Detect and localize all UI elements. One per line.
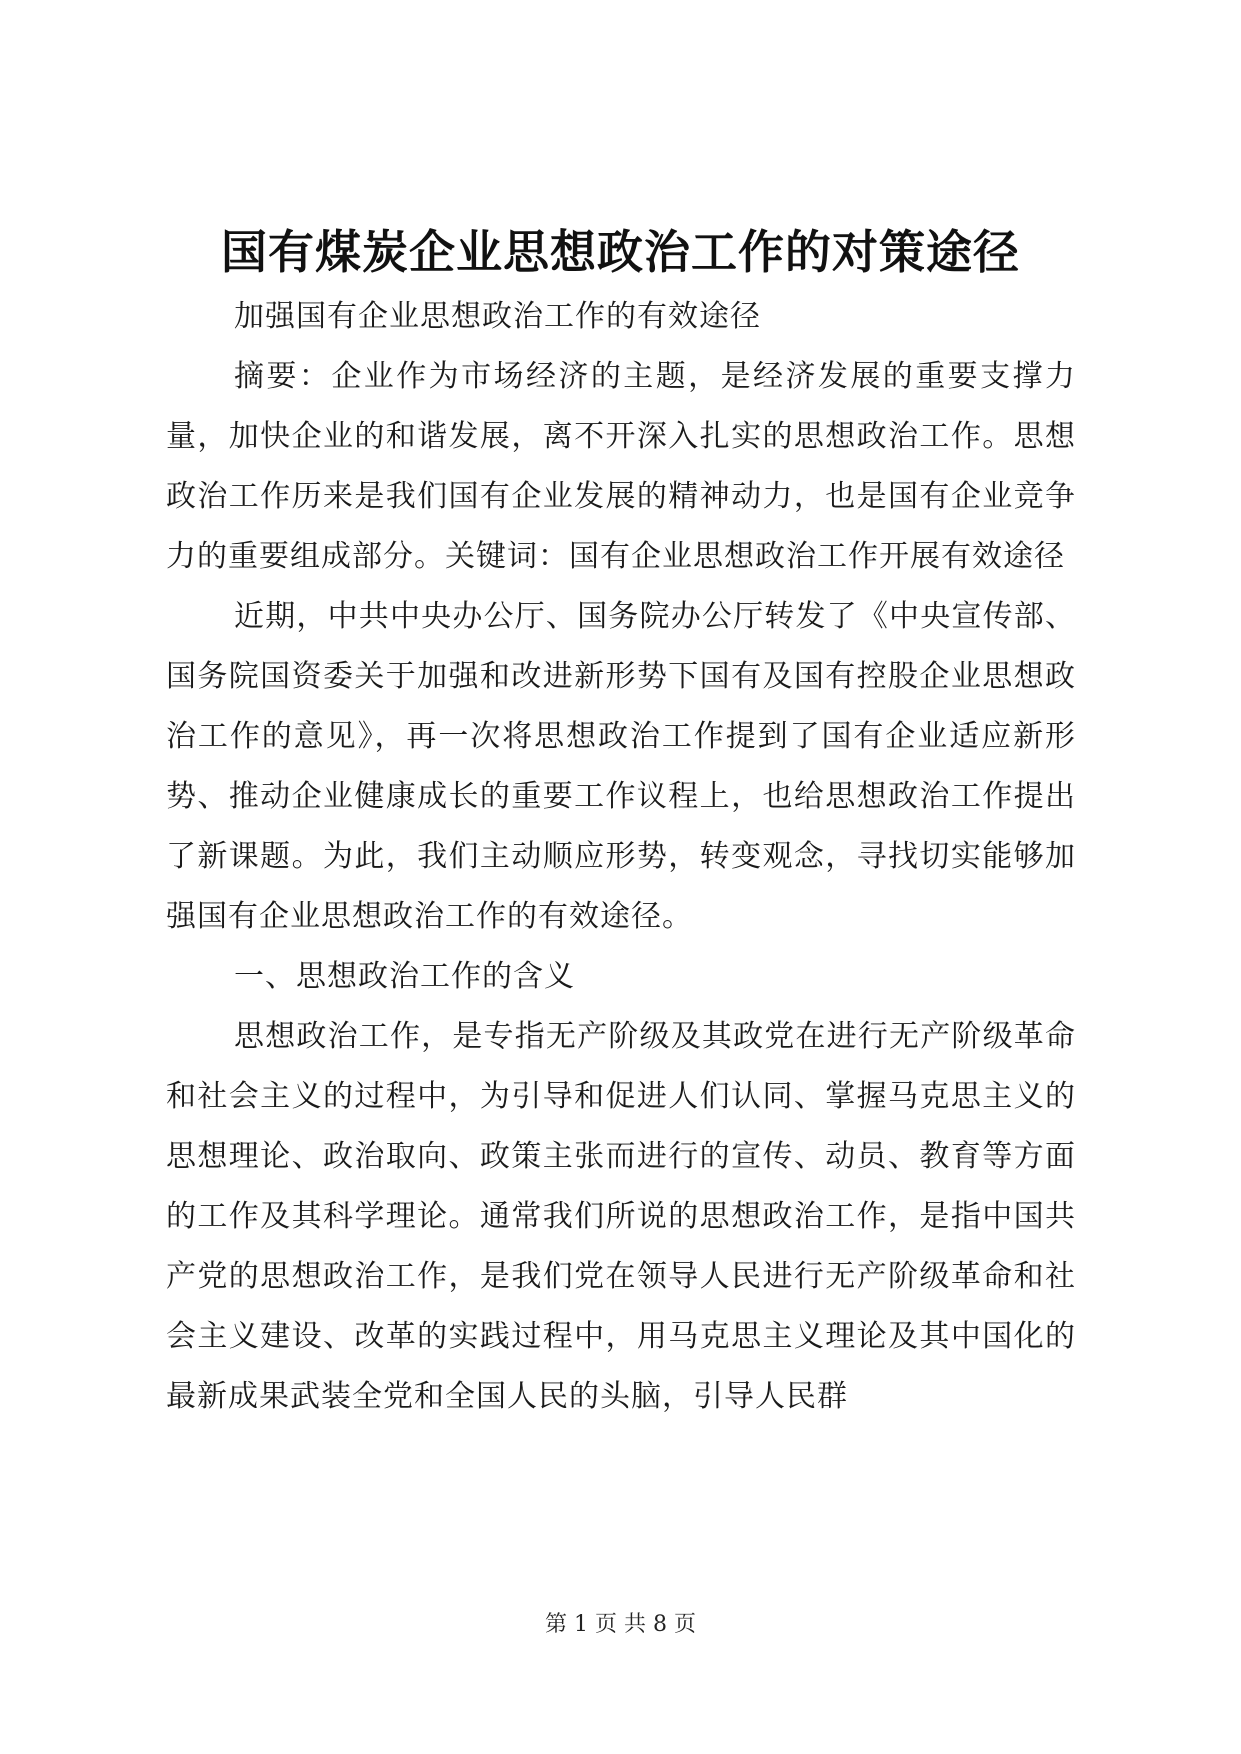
abstract-paragraph: 摘要：企业作为市场经济的主题，是经济发展的重要支撑力量，加快企业的和谐发展，离不开深入扎实的思想政治工作。思想政治工作历来是我们国有企业发展的精神动力，也是国有企业竞争力的重要组成部分。关键词：国有企业思想政治工作开展有效途径: [166, 359, 1076, 574]
document-title: 国有煤炭企业思想政治工作的对策途径: [221, 225, 1020, 279]
section-heading: 一、思想政治工作的含义: [234, 959, 575, 994]
intro-paragraph: 近期，中共中央办公厅、国务院办公厅转发了《中央宣传部、国务院国资委关于加强和改进新形势下国有及国有控股企业思想政治工作的意见》，再一次将思想政治工作提到了国有企业适应新形势、推动企业健康成长的重要工作议程上，也给思想政治工作提出了新课题。为此，我们主动顺应形势，转变观念，寻找切实能够加强国有企业思想政治工作的有效途径。: [166, 599, 1076, 934]
definition-paragraph: 思想政治工作，是专指无产阶级及其政党在进行无产阶级革命和社会主义的过程中，为引导和促进人们认同、掌握马克思主义的思想理论、政治取向、政策主张而进行的宣传、动员、教育等方面的工作及其科学理论。通常我们所说的思想政治工作，是指中国共产党的思想政治工作，是我们党在领导人民进行无产阶级革命和社会主义建设、改革的实践过程中，用马克思主义理论及其中国化的最新成果武装全党和全国人民的头脑，引导人民群: [166, 1019, 1076, 1414]
page-number-footer: 第 1 页 共 8 页: [545, 1612, 696, 1637]
subtitle-paragraph: 加强国有企业思想政治工作的有效途径: [234, 299, 761, 334]
document-body: [166, 287, 1076, 1427]
